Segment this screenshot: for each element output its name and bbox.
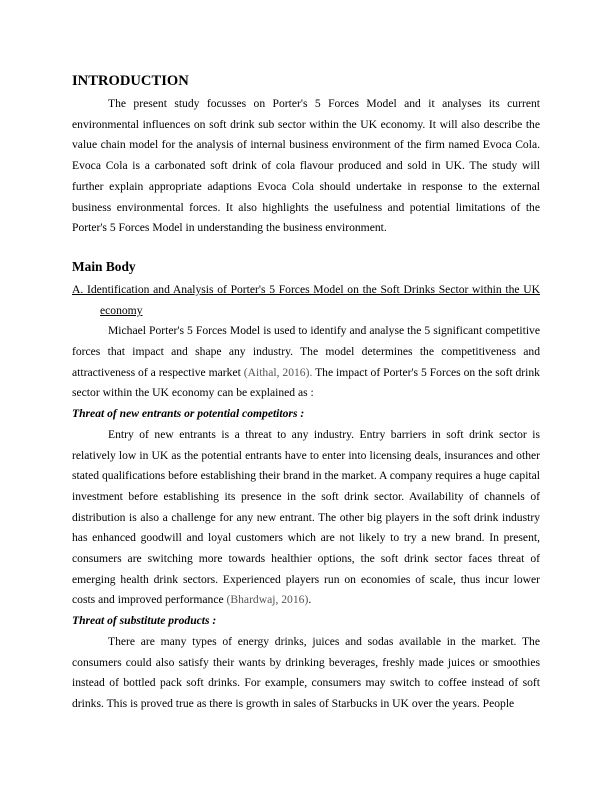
main-body-heading: Main Body — [72, 258, 136, 274]
section-a-heading: A. Identification and Analysis of Porter's 5 Forces Model on the Soft Drinks Sector within the UK economy — [72, 282, 540, 317]
threat-new-entrants-end: . — [308, 593, 312, 607]
page-content — [72, 72, 540, 715]
section-a-paragraph — [72, 321, 540, 404]
threat-new-entrants-heading: Threat of new entrants or potential competitors : — [72, 407, 305, 421]
threat-substitutes-heading: Threat of substitute products : — [72, 614, 217, 628]
introduction-heading: INTRODUCTION — [72, 73, 189, 89]
introduction-paragraph: The present study focusses on Porter's 5 Forces Model and it analyses its current environmental influences on soft drink sub sector within the UK economy. It will also describe the value chain model for the analysis of internal business environment of the firm named Evoca Cola. Evoca Cola is a carbonated soft drink of cola flavour produced and sold in UK. The study will further explain appropriate adaptions Evoca Cola should undertake in response to the external business environmental forces. It also highlights the usefulness and potential limitations of the Porter's 5 Forces Model in understanding the business environment. — [72, 97, 540, 235]
citation-aithal: (Aithal, 2016). — [243, 365, 313, 379]
section-a-text-end: The impact of Porter's 5 Forces on the soft drink sector within the UK economy can be explained as : — [72, 365, 540, 400]
citation-bhardwaj: (Bhardwaj, 2016) — [226, 593, 309, 607]
threat-substitutes-paragraph: There are many types of energy drinks, juices and sodas available in the market. The consumers could also satisfy their wants by drinking beverages, freshly made juices or smoothies instead of bottled pack soft drinks. For example, consumers may switch to coffee instead of soft drinks. This is proved true as there is growth in sales of Starbucks in UK over the years. People — [72, 634, 540, 710]
threat-new-entrants-text: Entry of new entrants is a threat to any industry. Entry barriers in soft drink sector is relatively low in UK as the potential entrants have to enter into licensing deals, insurances and other stated qualifications before establishing their brand in the market. A company requires a huge capital investment before establishing its presence in the soft drink sector. Availability of channels of distribution is also a challenge for any new entrant. The other big players in the soft drink industry has enhanced goodwill and loyal customers which are not likely to try a new brand. In present, consumers are switching more towards healthier options, the soft drink sector faces threat of emerging health drink sectors. Experienced players run on economies of scale, thus incur lower costs and improved performance — [72, 427, 540, 607]
section-a-text: Michael Porter's 5 Forces Model is used to identify and analyse the 5 significant competitive forces that impact and shape any industry. The model determines the competitiveness and attractiveness of a respective market — [72, 324, 540, 379]
threat-new-entrants-paragraph — [72, 425, 540, 611]
